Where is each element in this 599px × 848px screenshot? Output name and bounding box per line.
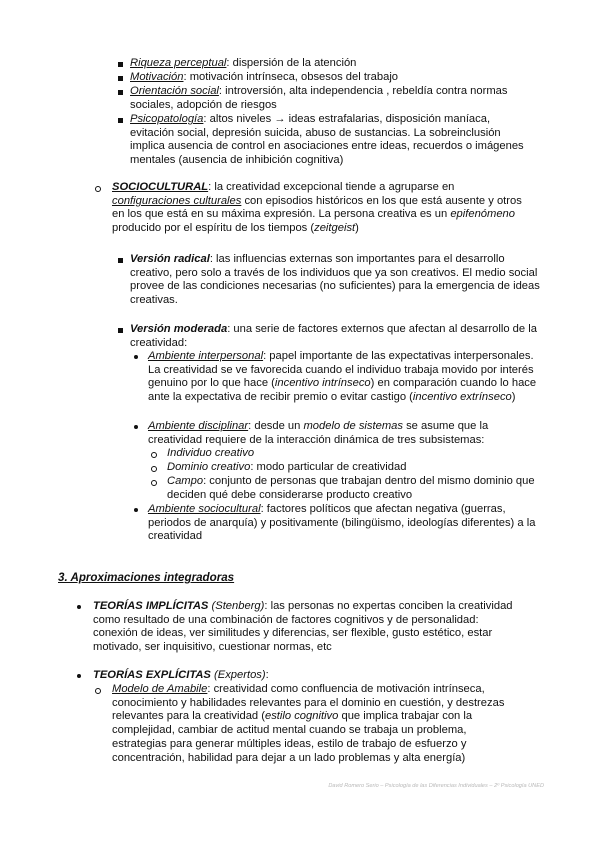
list-item [130, 113, 535, 168]
section-heading [58, 571, 234, 585]
term: TEORÍAS IMPLÍCITAS [93, 600, 209, 612]
term: epifenómeno [450, 208, 516, 221]
list-item [130, 71, 540, 85]
term: modelo de sistemas [303, 420, 403, 432]
term: Versión radical [130, 253, 210, 265]
item-text: : introversión, alta independencia , rebeldía contra normas sociales, adopción de riesgos [130, 85, 508, 111]
page-footer: David Romero Serio – Psicología de las Diferencias Individuales – 2º Psicología UNED [328, 783, 544, 789]
author: (Stenberg) [208, 600, 265, 612]
text: : conjunto de personas que trabajan dentro del mismo dominio que deciden qué debe considerarse producto creativo [167, 475, 535, 501]
square-bullet-icon [118, 76, 123, 81]
list-item [130, 57, 540, 71]
ambiente-disciplinar [148, 420, 538, 447]
circle-bullet-icon [95, 688, 101, 694]
circle-bullet-icon [95, 186, 101, 192]
teorias-explicitas [93, 669, 513, 683]
term: Ambiente sociocultural [148, 503, 261, 515]
text: con episodios históricos en los que está ausente y otros en los que está en su máxima expresión. La persona creativa es un [112, 194, 522, 221]
text: : las influencias externas son importantes para el desarrollo creativo, pero solo a través de los individuos que ya son creativos. El medio social provee de las condiciones necesarias (no suficientes) para la emergencia de ideas creativas. [130, 253, 540, 307]
dot-bullet-icon [77, 674, 81, 678]
list-item [167, 461, 537, 475]
text: : desde un [248, 420, 304, 432]
square-bullet-icon [118, 328, 123, 333]
term: SOCIOCULTURAL [112, 181, 209, 193]
text: : papel importante de las expectativas interpersonales. La creatividad se ve favorecida cuando el individuo trabaja movido por interés genuino por lo que hace ( [148, 350, 534, 390]
text: ) [355, 222, 359, 235]
circle-bullet-icon [151, 480, 157, 486]
term: Psicopatología [130, 113, 204, 125]
term: Motivación [130, 71, 184, 83]
modelo-amabile [112, 683, 520, 765]
term: Ambiente interpersonal [148, 350, 264, 362]
term: Ambiente disciplinar [148, 420, 249, 432]
term: Individuo creativo [167, 447, 255, 459]
list-item [167, 475, 537, 502]
text: : las personas no expertas conciben la creatividad como resultado de una combinación de factores cognitivos y de personalidad: conexión de ideas, ver similitudes y diferencias, ser flexible, gusto estético, estar motivado, ser inquisitivo, cuestionar normas, etc [93, 600, 513, 654]
term: Dominio creativo [167, 461, 251, 473]
dot-bullet-icon [134, 355, 138, 359]
square-bullet-icon [118, 258, 123, 263]
square-bullet-icon [118, 118, 123, 123]
square-bullet-icon [118, 90, 123, 95]
dot-bullet-icon [134, 425, 138, 429]
ambiente-interpersonal [148, 350, 542, 405]
text: que implica trabajar con la complejidad, cambiar de actitud mental cuando se trabaja un problema, estrategias para generar múltiples ideas, estilo de trabajo de esfuerzo y concentración, habilidad para dejar a un lado problemas y alta energía) [112, 710, 473, 764]
dot-bullet-icon [134, 508, 138, 512]
text: : modo particular de creatividad [250, 461, 407, 473]
text: : la creatividad excepcional tiende a agruparse en [208, 181, 455, 193]
term: incentivo intrínseco [274, 377, 371, 390]
author: (Expertos) [210, 669, 266, 681]
version-moderada-paragraph [130, 323, 542, 350]
section-heading-text: 3. Aproximaciones integradoras [58, 571, 235, 584]
term: incentivo extrínseco [412, 391, 512, 404]
term: TEORÍAS EXPLÍCITAS [93, 669, 211, 681]
item-text: : motivación intrínseca, obsesos del trabajo [183, 71, 399, 83]
term: Modelo de Amabile [112, 683, 208, 695]
version-radical-paragraph [130, 253, 540, 308]
list-item [167, 447, 537, 461]
dot-bullet-icon [77, 605, 81, 609]
term: Versión moderada [130, 323, 228, 335]
text: : una serie de factores externos que afectan al desarrollo de la creatividad: [130, 323, 537, 349]
list-item [130, 85, 540, 112]
sociocultural-paragraph [112, 181, 524, 236]
term: estilo cognitivo [264, 710, 339, 723]
teorias-implicitas [93, 600, 513, 655]
term: Campo [167, 475, 204, 487]
square-bullet-icon [118, 62, 123, 67]
text: se asume que la creatividad requiere de la interacción dinámica de tres subsistemas: [148, 420, 489, 446]
text: ) en comparación cuando lo hace ante la expectativa de recibir premio o evitar castigo ( [148, 377, 537, 404]
text: producido por el espíritu de los tiempos ( [112, 222, 315, 235]
text: : [265, 669, 269, 681]
term: configuraciones culturales [112, 194, 242, 207]
circle-bullet-icon [151, 466, 157, 472]
term: Orientación social [130, 85, 219, 97]
item-text: : altos niveles → ideas estrafalarias, disposición maníaca, evitación social, depresión suicida, abuso de sustancias. La sobreinclusión implica ausencia de control en asociaciones entre ideas, recuerdos o imágenes mentales (ausencia de inhibición cognitiva) [130, 113, 524, 167]
circle-bullet-icon [151, 452, 157, 458]
ambiente-sociocultural [148, 503, 540, 544]
text: : factores políticos que afectan negativa (guerras, periodos de anarquía) y positivamente (bilingüismo, ideologías diferentes) a la creatividad [148, 503, 536, 543]
text: ) [511, 391, 516, 404]
term: Riqueza perceptual [130, 57, 227, 69]
item-text: : dispersión de la atención [226, 57, 357, 69]
term: zeitgeist [314, 222, 356, 235]
text: : creatividad como confluencia de motivación intrínseca, conocimiento y habilidades relevantes para el dominio en cuestión, y destrezas relevantes para la creatividad ( [112, 683, 505, 723]
